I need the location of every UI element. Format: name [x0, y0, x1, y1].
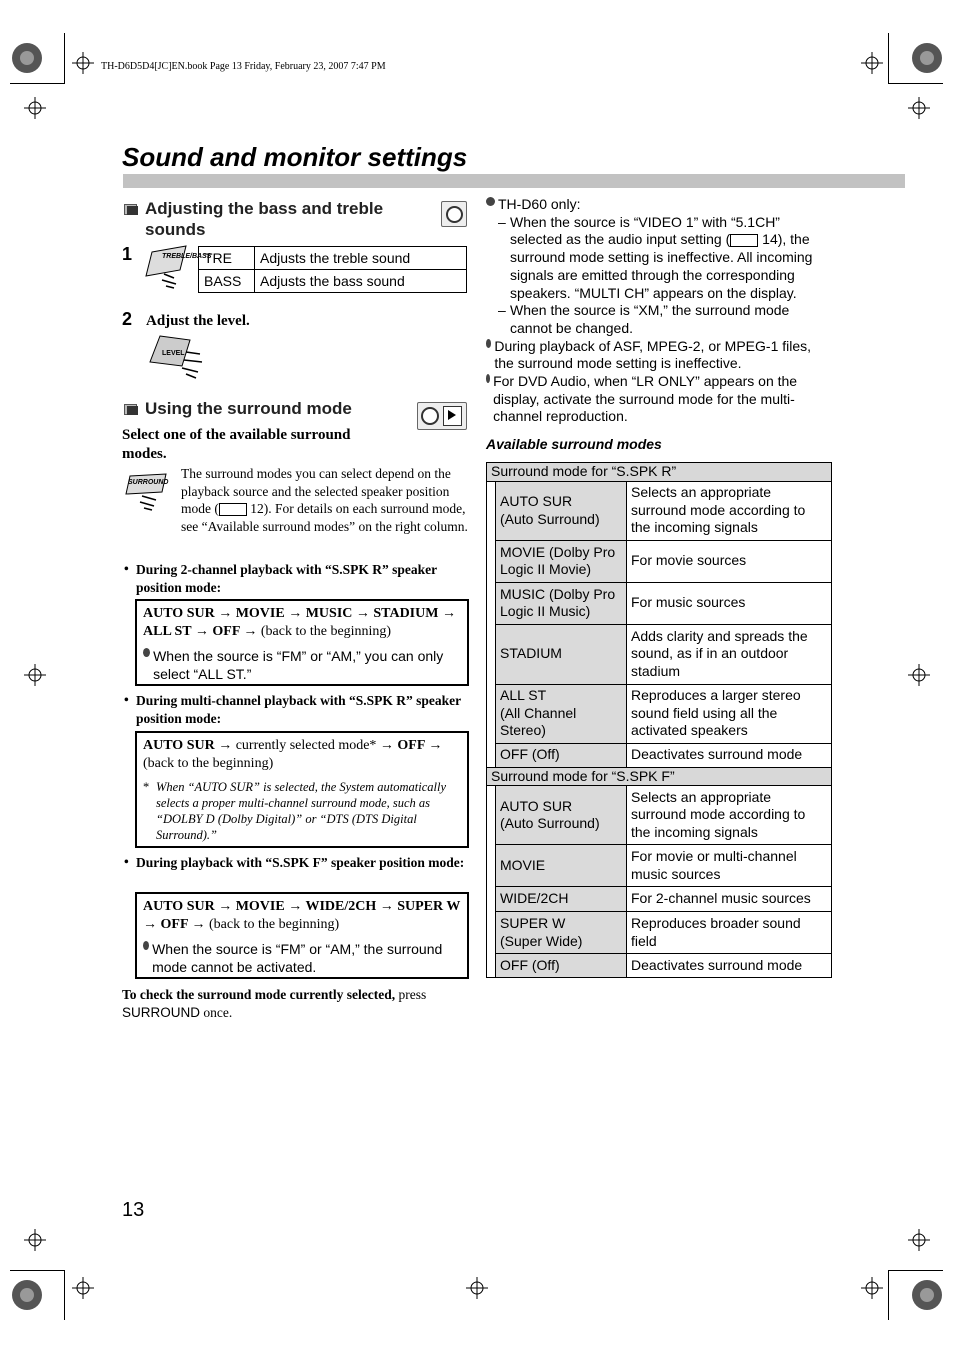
note-icon [143, 941, 149, 950]
crosshair-icon [466, 1277, 488, 1299]
section-square-icon [124, 404, 138, 415]
mode-desc: For 2-channel music sources [631, 890, 811, 907]
bullet-dot: • [124, 561, 129, 576]
bullet-multi: During multi-channel playback with “S.SPK R” speaker position mode: [136, 693, 461, 726]
surround-intro: Select one of the available surround modes. [122, 427, 351, 462]
reference-icon [730, 234, 758, 247]
registration-mark-icon [910, 41, 944, 75]
mode-name: STADIUM [496, 625, 627, 684]
note-icon [486, 374, 490, 383]
note-th-d60-a-ref: 14), the surround mode setting is ineffective. All incoming signals are emitted through the corresponding speakers. “MULTI CH” appears on the display. [510, 231, 813, 301]
footnote-multi [143, 779, 461, 843]
step-1-number: 1 [122, 244, 133, 264]
treble-bass-table [198, 246, 467, 293]
sequence-multi-c: OFF → [397, 738, 443, 753]
sequence-spkf: AUTO SUR → MOVIE → WIDE/2CH → SUPER W → OFF → [143, 899, 461, 932]
surround-button-icon [124, 472, 170, 512]
step-2-text: Adjust the level. [146, 313, 250, 329]
note-spkf [143, 940, 461, 976]
right-notes [486, 196, 832, 426]
check-surround-key: SURROUND [122, 1005, 201, 1020]
sequence-multi-b: currently selected mode* → [235, 738, 394, 753]
sequence-box-2ch [135, 599, 469, 686]
mode-desc: Adds clarity and spreads the sound, as if in an outdoor stadium [631, 627, 808, 679]
bullet-2ch: During 2-channel playback with “S.SPK R” speaker position mode: [136, 562, 437, 595]
sequence-2ch: AUTO SUR → MOVIE → MUSIC → STADIUM → ALL ST → OFF → [143, 606, 456, 639]
sequence-box-spkf [135, 892, 469, 979]
level-button-icon [146, 334, 208, 380]
table-row [495, 540, 831, 582]
treble-bass-icon-label: TREBLE/BASS [162, 253, 212, 260]
note-th-d60-a-text: When the source is “VIDEO 1” with “5.1CH” selected as the audio input setting ( [510, 213, 780, 248]
note-th-d60-title: TH-D60 only: [498, 196, 581, 212]
mode-name: SUPER W (Super Wide) [496, 912, 627, 953]
sequence-2ch-tail: (back to the beginning) [260, 624, 392, 639]
mode-desc: Selects an appropriate surround mode according to the incoming signals [631, 788, 806, 840]
note-icon [486, 339, 491, 348]
mode-desc: For movie sources [631, 552, 747, 569]
sequence-spkf-tail: (back to the beginning) [208, 917, 340, 932]
table-row [495, 844, 831, 886]
bullet-spkf: During playback with “S.SPK F” speaker position mode: [136, 855, 465, 870]
clock-button-icon [441, 201, 467, 227]
table-row [495, 482, 831, 540]
modes-group-rows [495, 482, 831, 767]
bullet-dot: • [124, 692, 129, 707]
mode-name: OFF (Off) [496, 744, 627, 767]
crosshair-icon [908, 664, 930, 686]
note-th-d60-b-text: When the source is “XM,” the surround mode cannot be changed. [510, 302, 790, 336]
mode-name: WIDE/2CH [496, 887, 627, 911]
sequence-multi-tail: (back to the beginning) [143, 756, 274, 771]
registration-mark-icon [10, 1278, 44, 1312]
page-number: 13 [122, 1199, 145, 1221]
surround-buttons-icon [417, 402, 467, 430]
tre-desc: Adjusts the treble sound [255, 247, 467, 270]
mode-desc: For movie or multi-channel music sources [631, 848, 797, 882]
surround-description-ref: 12). For details on each surround mode, see “Available surround modes” on the right column. [181, 501, 468, 534]
surround-description [181, 465, 469, 535]
table-row [495, 743, 831, 767]
mode-desc: Deactivates surround mode [631, 956, 803, 973]
note-2ch-text: When the source is “FM” or “AM,” you can only select “ALL ST.” [153, 648, 444, 682]
modes-group-spk-f [487, 767, 831, 978]
crosshair-icon [908, 1229, 930, 1251]
note-2ch [143, 647, 461, 683]
section-square-icon [124, 204, 138, 215]
check-bold: To check the surround mode currently selected, [122, 987, 396, 1002]
table-row [495, 953, 831, 977]
registration-mark-icon [910, 1278, 944, 1312]
crosshair-icon [861, 1277, 883, 1299]
treble-bass-button-icon [144, 244, 212, 290]
mode-name: MUSIC (Dolby Pro Logic II Music) [496, 583, 627, 624]
tre-key: TRE [199, 247, 255, 270]
table-row [495, 582, 831, 624]
mode-desc: Reproduces broader sound field [631, 915, 801, 949]
surround-modes-table [486, 462, 832, 978]
table-row [199, 247, 467, 270]
table-row [495, 786, 831, 844]
check-surround-text [122, 986, 462, 1022]
note-th-d60 [486, 196, 832, 214]
mode-desc: Deactivates surround mode [631, 746, 803, 763]
crosshair-icon [908, 97, 930, 119]
note-icon [486, 197, 495, 206]
table-row [495, 886, 831, 911]
note-spkf-text: When the source is “FM” or “AM,” the surround mode cannot be activated. [152, 941, 443, 975]
check-rest1: press [395, 987, 427, 1002]
crosshair-icon [24, 1229, 46, 1251]
note-th-d60-b: – When the source is “XM,” the surround mode cannot be changed. [486, 302, 832, 337]
note-icon [143, 648, 150, 657]
table-row [495, 911, 831, 953]
available-modes-heading: Available surround modes [486, 436, 662, 452]
bass-key: BASS [199, 270, 255, 293]
registration-mark-icon [10, 41, 44, 75]
surround-icon-label: SURROUND [128, 479, 169, 486]
sequence-multi-a: AUTO SUR → [143, 738, 233, 753]
surround-heading: Using the surround mode [145, 399, 352, 418]
crosshair-icon [72, 52, 94, 74]
mode-name: ALL ST (All Channel Stereo) [496, 685, 627, 743]
mode-name: OFF (Off) [496, 954, 627, 977]
mode-desc: Selects an appropriate surround mode according to the incoming signals [631, 484, 806, 536]
crosshair-icon [24, 97, 46, 119]
table-row [495, 684, 831, 743]
level-icon-label: LEVEL [162, 350, 185, 357]
title-bar [123, 174, 905, 188]
mode-desc: Reproduces a larger stereo sound field using all the activated speakers [631, 687, 801, 739]
mode-name: MOVIE (Dolby Pro Logic II Movie) [496, 541, 627, 582]
note-th-d60-a: – When the source is “VIDEO 1” with “5.1CH” selected as the audio input setting ( 14), the surround mode setting is ineffective. All incoming signals are emitted through the corresponding speakers. “MULTI CH” appears on the display. [498, 213, 813, 301]
crosshair-icon [72, 1277, 94, 1299]
table-row [495, 624, 831, 684]
check-rest2: once. [200, 1005, 233, 1020]
sequence-box-multi [135, 731, 469, 848]
note-dvd-audio [486, 373, 832, 426]
footnote-multi-text: When “AUTO SUR” is selected, the System automatically selects a proper multi-channel surround mode, such as “DOLBY D (Dolby Digital)” or “DTS (DTS Digital Surround).” [156, 780, 447, 842]
note-dvd-audio-text: For DVD Audio, when “LR ONLY” appears on the display, activate the surround mode for the multi-channel reproduction. [493, 373, 798, 425]
reference-icon [219, 503, 247, 516]
crosshair-icon [861, 52, 883, 74]
bass-desc: Adjusts the bass sound [255, 270, 467, 293]
mode-name: MOVIE [496, 845, 627, 886]
mode-name: AUTO SUR (Auto Surround) [496, 482, 627, 540]
group-title: Surround mode for “S.SPK F” [487, 767, 831, 787]
footnote-star: * [143, 780, 150, 794]
mode-name: AUTO SUR (Auto Surround) [496, 786, 627, 844]
note-file-types [486, 338, 832, 373]
surround-description-text: The surround modes you can select depend on the playback source and the selected speaker position mode ( [181, 466, 451, 516]
bullet-dot: • [124, 854, 129, 869]
group-title: Surround mode for “S.SPK R” [487, 463, 831, 482]
page-title: Sound and monitor settings [122, 142, 468, 172]
step-2-number: 2 [122, 309, 133, 329]
mode-desc: For music sources [631, 594, 746, 611]
modes-group-rows [495, 786, 831, 977]
print-info: TH-D6D5D4[JC]EN.book Page 13 Friday, February 23, 2007 7:47 PM [101, 61, 386, 72]
note-file-types-text: During playback of ASF, MPEG-2, or MPEG-1 files, the surround mode setting is ineffective. [494, 337, 812, 372]
modes-group-spk-r [487, 463, 831, 767]
crosshair-icon [24, 664, 46, 686]
table-row [199, 270, 467, 293]
bass-treble-heading: Adjusting the bass and treble sounds [145, 199, 384, 239]
